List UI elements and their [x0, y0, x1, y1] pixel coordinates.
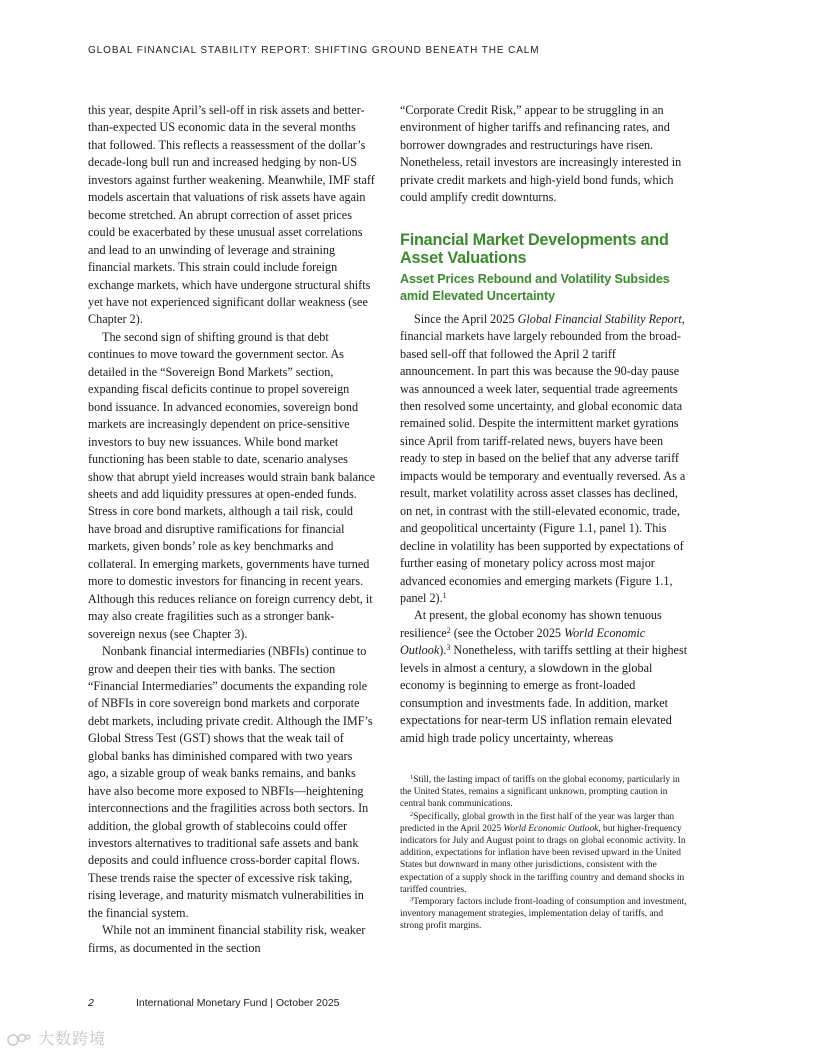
- footnote-ref[interactable]: 1: [442, 590, 447, 600]
- section-heading: Financial Market Developments and Asset Valuations: [400, 230, 669, 267]
- body-paragraph: “Corporate Credit Risk,” appear to be struggling in an environment of higher tariffs and refinancing rates, and borrower downgrades and restructurings have risen. Nonetheless, retail investors are increasingly interested in private credit markets and high-yield bond funds, which could amplify credit downturns.: [400, 103, 682, 205]
- body-paragraph: While not an imminent financial stability risk, weaker firms, as documented in the section: [88, 923, 366, 955]
- body-paragraph: this year, despite April’s sell-off in risk assets and better-than-expected US economic data in the several months that followed. This reflects a reassessment of the dollar’s decade-long bull run and increased hedging by non-US investors against further weakening. Meanwhile, IMF staff models ascertain that valuations of risk assets have again become stretched. An abrupt correction of asset prices could be exacerbated by these unusual asset correlations and lead to an unwinding of leverage and straining financial markets. This strain could include foreign exchange markets, which have undergone structural shifts yet have not experienced significant dollar weakness (see Chapter 2).: [88, 103, 375, 327]
- page-footer: [88, 997, 340, 1009]
- right-column: [400, 102, 688, 747]
- page-number: 2: [88, 997, 94, 1009]
- footnote: $^3$Temporary factors include front-loading of consumption and investment, inventory management strategies, implementation delay of tariffs, and strong profit margins.: [400, 896, 687, 932]
- footnotes: [400, 774, 688, 933]
- running-header: GLOBAL FINANCIAL STABILITY REPORT: SHIFTING GROUND BENEATH THE CALM: [88, 45, 540, 56]
- footnote: $^1$Still, the lasting impact of tariffs on the global economy, particularly in the United States, remains a significant unknown, prompting caution in central bank communications.: [400, 774, 680, 810]
- watermark-text: 大数跨境: [38, 1029, 107, 1048]
- watermark-logo-icon: [6, 1032, 32, 1048]
- footnote-ref[interactable]: 2: [446, 625, 451, 635]
- subsection-heading: Asset Prices Rebound and Volatility Subsides amid Elevated Uncertainty: [400, 271, 670, 303]
- watermark: [6, 1026, 106, 1049]
- left-column: [88, 102, 376, 957]
- footnote-ref[interactable]: 3: [446, 643, 451, 653]
- body-paragraph: Nonbank financial intermediaries (NBFIs) continue to grow and deepen their ties with banks. The section “Financial Intermediaries” documents the expanding role of NBFIs in core sovereign bond markets and corporate debt markets, including private credit. Although the IMF’s Global Stress Test (GST) shows that the weak tail of global banks has diminished compared with two years ago, a sizable group of weak banks remains, and banks have also become more exposed to NBFIs—heightening interconnections and the fragilities across both sectors. In addition, the global growth of stablecoins could offer investors alternatives to traditional safe assets and bank deposits and could influence cross-border capital flows. These trends raise the specter of excessive risk taking, rising leverage, and maturity mismatch vulnerabilities in the financial system.: [88, 644, 373, 920]
- body-paragraph: At present, the global economy has shown tenuous resilience$^2$ (see the October 2025 World Economic Outlook).$^3$ Nonetheless, with tariffs settling at their highest levels in almost a century, a slowdown in the global economy is beginning to emerge as front-loaded consumption and investments fade. In addition, market expectations for near-term US inflation remain elevated amid high trade policy uncertainty, whereas: [400, 608, 688, 745]
- publication-line: International Monetary Fund | October 2025: [136, 997, 340, 1009]
- footnote: $^2$Specifically, global growth in the first half of the year was larger than predicted in the April 2025 World Economic Outlook, but higher-frequency indicators for July and August point to drags on global economic activity. In addition, expectations for inflation have been revised upward in the United States but downward in many other jurisdictions, consistent with the expectation of a supply shock in the tariffing country and demand shocks in tariffed countries.: [400, 810, 686, 895]
- body-paragraph: Since the April 2025 Global Financial Stability Report, financial markets have largely rebounded from the broad-based sell-off that followed the April 2 tariff announcement. In part this was because the 90-day pause was announced a week later, sequential trade agreements then resolved some uncertainty, and global economic data remained solid. Despite the intermittent market gyrations since April from tariff-related news, buyers have been ready to step in based on the belief that any adverse tariff impacts would be temporary and eventually reversed. As a result, market volatility across asset classes has declined, on net, in contrast with the still-elevated economic, trade, and geopolitical uncertainty (Figure 1.1, panel 1). This decline in volatility has been supported by expectations of further easing of monetary policy across most major advanced economies and emerging markets (Figure 1.1, panel 2).$^1$: [400, 311, 686, 605]
- body-paragraph: The second sign of shifting ground is that debt continues to move toward the government sector. As detailed in the “Sovereign Bond Markets” section, expanding fiscal deficits continue to propel sovereign bond issuance. In advanced economies, sovereign bond markets are increasingly dependent on price-sensitive investors to buy new issuances. While bond market functioning has been stable to date, scenario analyses show that abrupt yield increases would strain bank balance sheets and add liquidity pressures at open-ended funds. Stress in core bond markets, although a tail risk, could have broad and disruptive ramifications for financial markets, given bonds’ role as key benchmarks and collateral. In emerging markets, governments have turned more to domestic investors for financing in recent years. Although this reduces reliance on foreign currency debt, it may also create fragilities such as a stronger bank-sovereign nexus (see Chapter 3).: [88, 329, 375, 641]
